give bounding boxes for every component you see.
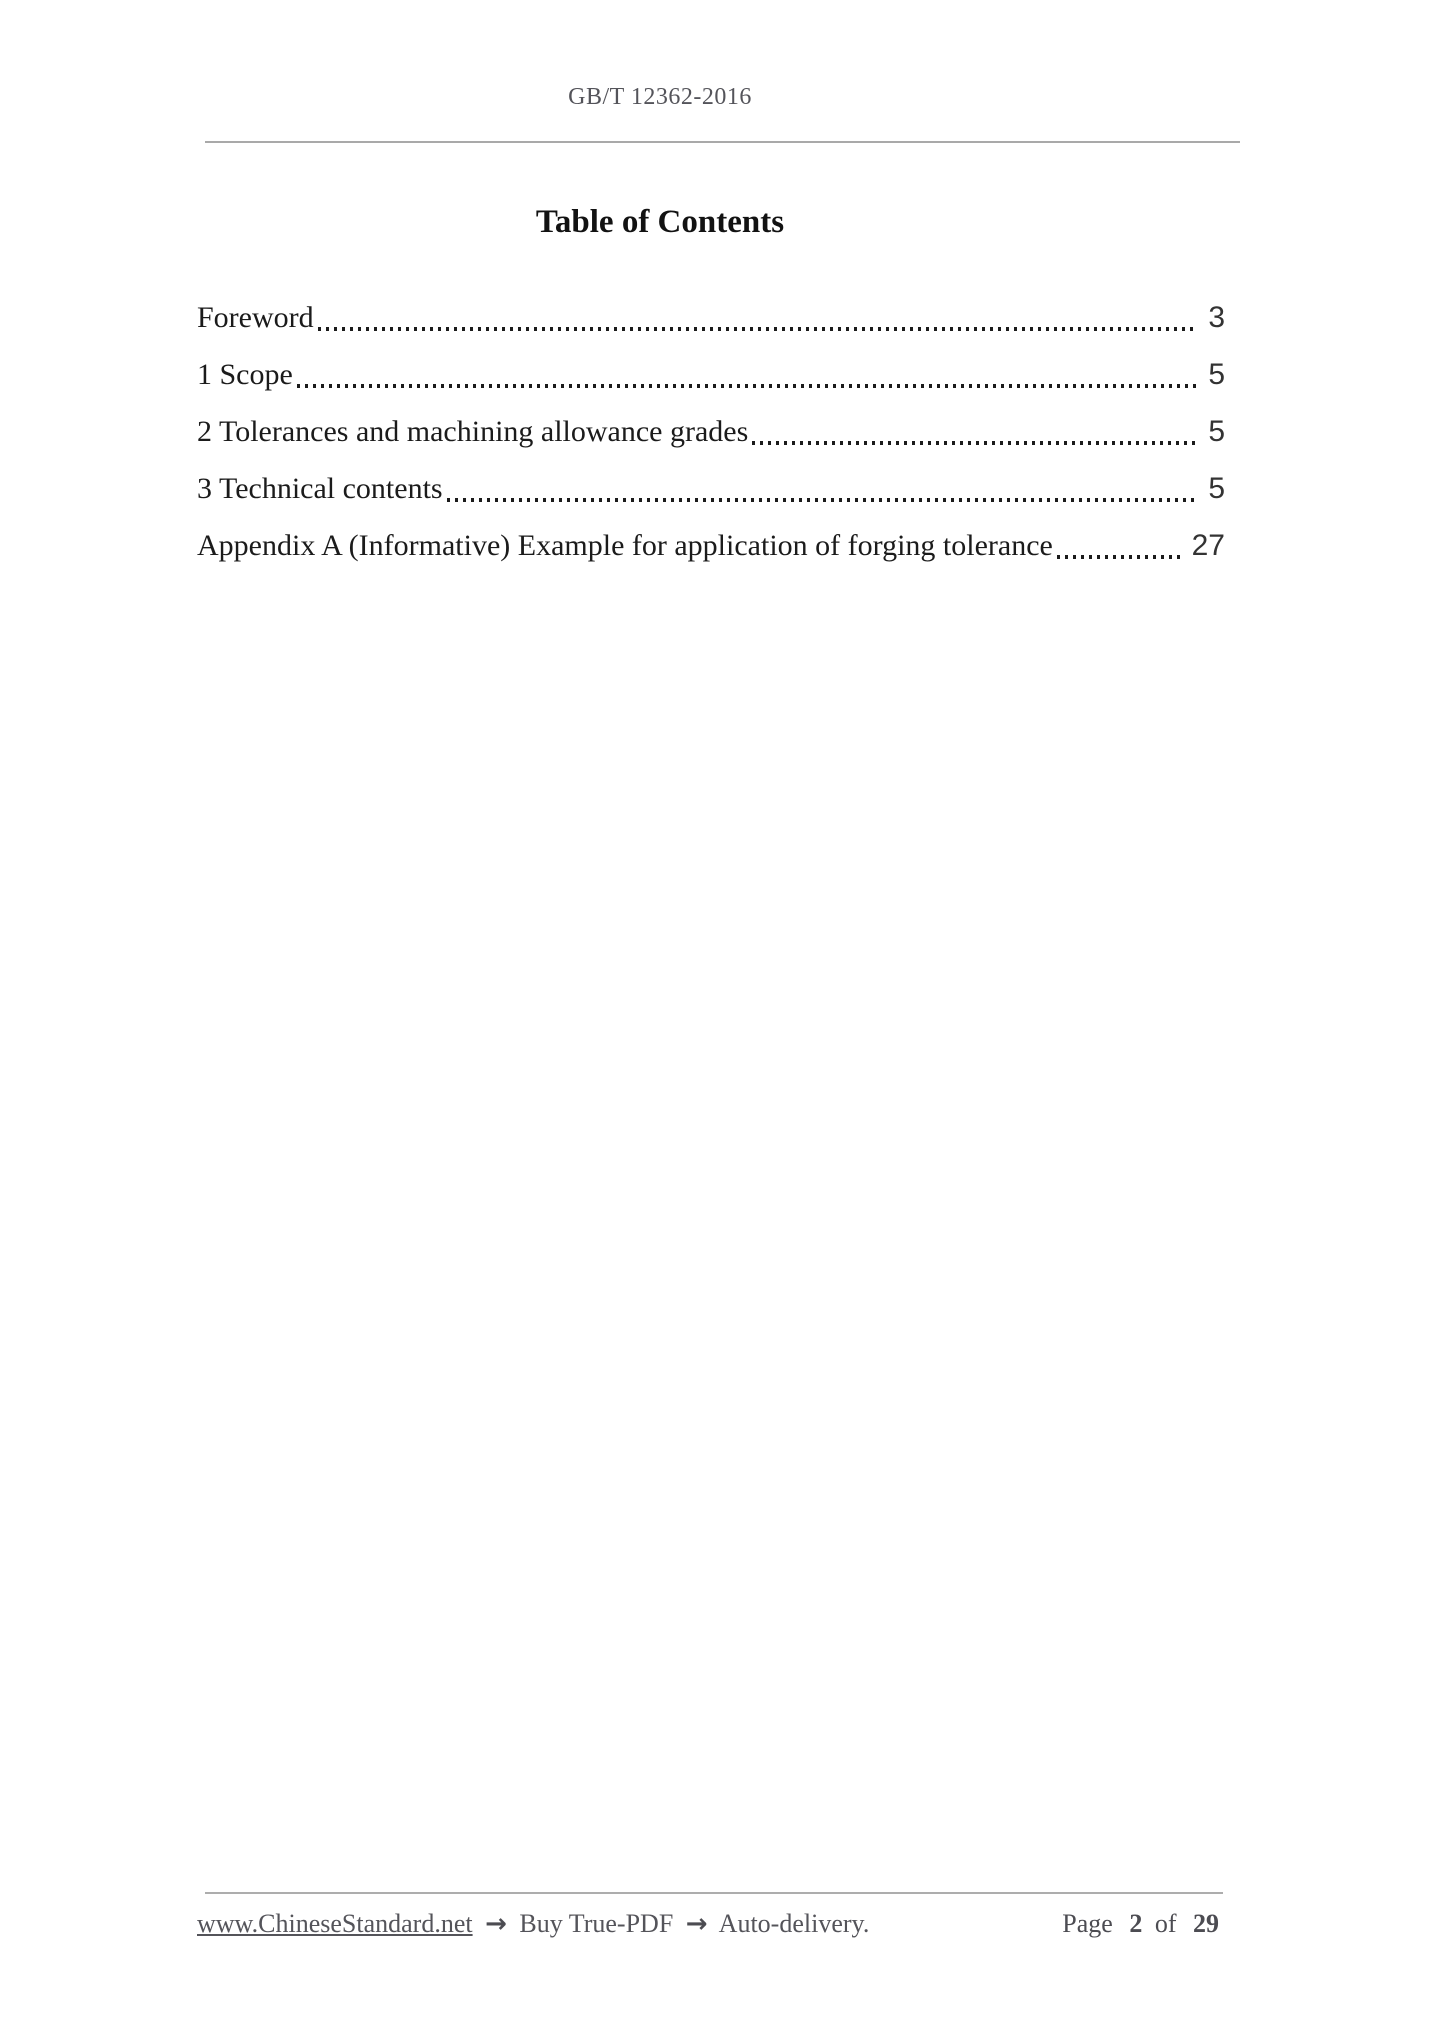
toc-entry-label: 1 Scope — [197, 358, 293, 391]
page-title: Table of Contents — [535, 204, 785, 240]
website-link[interactable]: www.ChineseStandard.net — [197, 1909, 473, 1938]
toc-page-number: 27 — [1191, 529, 1225, 562]
header-divider — [205, 141, 1240, 143]
footer-left — [197, 1907, 869, 1941]
footer-delivery-text: Auto-delivery. — [718, 1909, 870, 1938]
toc-entry — [197, 298, 1225, 338]
arrow-icon: → — [485, 1909, 507, 1939]
current-page-number: 2 — [1129, 1909, 1143, 1938]
standard-code-header: GB/T 12362-2016 — [568, 84, 752, 110]
toc-page-number: 5 — [1208, 415, 1225, 448]
toc-entry-label: Appendix A (Informative) Example for application of forging tolerance — [197, 529, 1053, 562]
page-footer — [197, 1907, 1225, 1941]
toc-leader-dots — [1057, 555, 1182, 559]
footer-divider — [205, 1892, 1223, 1894]
toc-entry — [197, 469, 1225, 509]
toc-leader-dots — [447, 498, 1199, 502]
of-word: of — [1154, 1909, 1177, 1938]
toc-entry — [197, 526, 1225, 566]
toc-page-number: 5 — [1208, 472, 1225, 505]
toc-entry-label: Foreword — [197, 301, 314, 334]
toc-entry — [197, 412, 1225, 452]
page-indicator — [1062, 1907, 1225, 1941]
toc-entry — [197, 355, 1225, 395]
toc-page-number: 5 — [1208, 358, 1225, 391]
toc-leader-dots — [297, 384, 1198, 388]
toc-entry-label: 2 Tolerances and machining allowance grades — [197, 415, 749, 448]
footer-buy-text: Buy True-PDF — [519, 1909, 674, 1938]
toc-leader-dots — [752, 441, 1198, 445]
toc-page-number: 3 — [1208, 301, 1225, 334]
toc-leader-dots — [318, 327, 1199, 331]
total-pages-number: 29 — [1193, 1909, 1219, 1938]
toc-entry-label: 3 Technical contents — [197, 472, 443, 505]
table-of-contents — [197, 298, 1225, 583]
arrow-icon: → — [685, 1909, 708, 1939]
page-word: Page — [1062, 1909, 1113, 1938]
